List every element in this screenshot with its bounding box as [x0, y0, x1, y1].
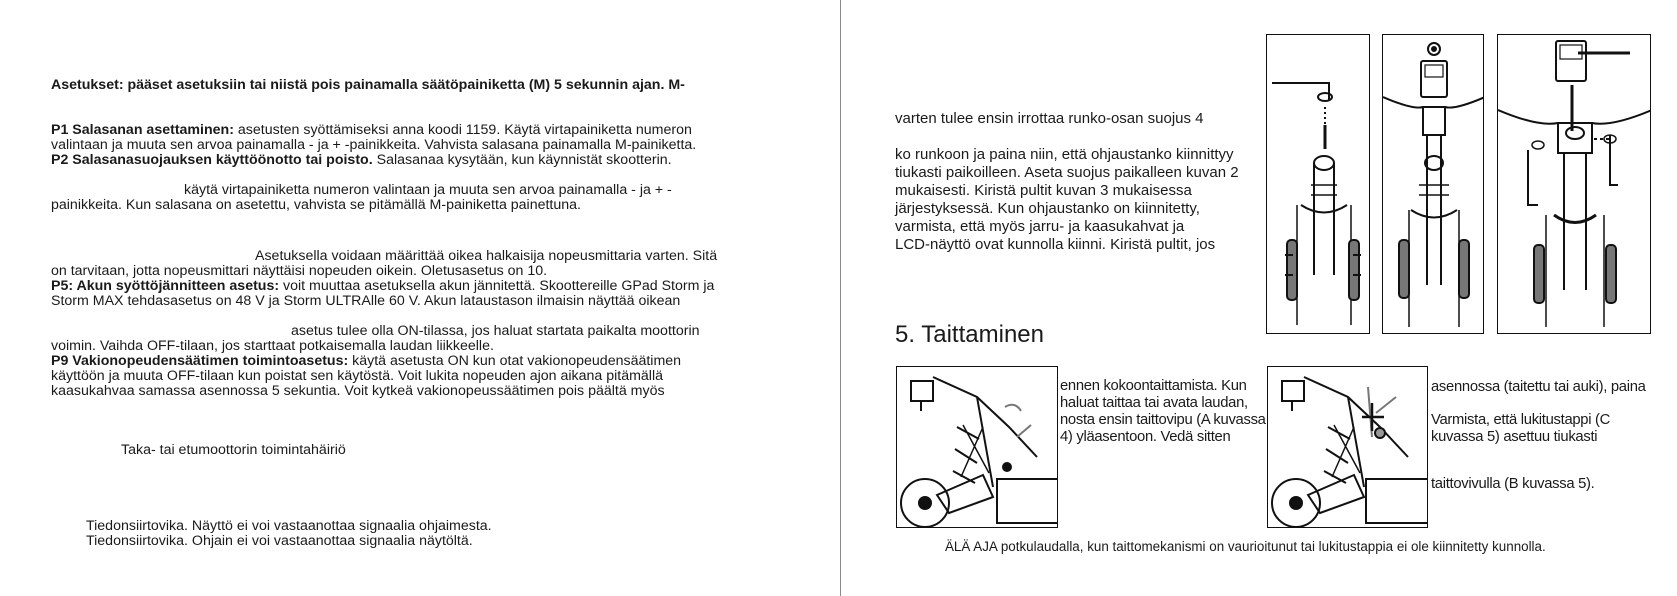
p9-line-3: kaasukahvaa samassa asennossa 5 sekuntia. Voit kytkeä vakionopeussäätimen pois päältä myös	[51, 383, 665, 399]
p1-text: asetusten syöttämiseksi anna koodi 1159. Käytä virtapainiketta numeron	[233, 122, 692, 138]
folding-warning: ÄLÄ AJA potkulaudalla, kun taittomekanismi on vaurioitunut tai lukitustappia ei ole kiinnitetty kunnolla.	[945, 539, 1546, 554]
settings-intro: Asetukset: pääset asetuksiin tai niistä pois painamalla säätöpainiketta (M) 5 sekunnin ajan. M-	[51, 77, 685, 93]
fold-left-line-1: ennen kokoontaittamista. Kun	[1060, 378, 1247, 394]
assembly-line-0: varten tulee ensin irrottaa runko-osan suojus 4	[895, 110, 1204, 127]
folding-heading: 5. Taittaminen	[895, 321, 1044, 348]
assembly-figure-3	[1497, 34, 1651, 334]
p2-line-3: painikkeita. Kun salasana on asetettu, vahvista se pitämällä M-painiketta painettuna.	[51, 197, 581, 213]
p1-title: P1 Salasanan asettaminen:	[51, 122, 234, 138]
p5-line-1	[51, 278, 714, 294]
error-display: Tiedonsiirtovika. Näyttö ei voi vastaanottaa signaalia ohjaimesta.	[86, 518, 492, 534]
p2-line-2: käytä virtapainiketta numeron valintaan ja muuta sen arvoa painamalla - ja + -	[184, 182, 672, 198]
assembly-line-2: tiukasti paikoilleen. Aseta suojus paikalleen kuvan 2	[895, 164, 1239, 181]
assembly-line-4: järjestyksessä. Kun ohjaustanko on kiinnitetty,	[895, 200, 1200, 217]
p9-title: P9 Vakionopeudensäätimen toimintoasetus:	[51, 353, 349, 369]
error-controller: Tiedonsiirtovika. Ohjain ei voi vastaanottaa signaalia näytöltä.	[86, 533, 473, 549]
assembly-figure-1	[1266, 34, 1370, 334]
p8-line-1: asetus tulee olla ON-tilassa, jos haluat startata paikalta moottorin	[291, 323, 700, 339]
fold-right-line-3: kuvassa 5) asettuu tiukasti	[1431, 429, 1598, 445]
assembly-line-5: varmista, että myös jarru- ja kaasukahvat ja	[895, 218, 1185, 235]
fold-left-line-4: 4) yläasentoon. Vedä sitten	[1060, 429, 1231, 445]
fold-right-line-4: taittovivulla (B kuvassa 5).	[1431, 476, 1595, 492]
p4-line-2: on tarvitaan, jotta nopeusmittari näyttäisi nopeuden oikein. Oletusasetus on 10.	[51, 263, 548, 279]
fold-right-line-1: asennossa (taitettu tai auki), paina	[1431, 379, 1646, 395]
assembly-figure-2	[1382, 34, 1484, 334]
p5-title: P5: Akun syöttöjännitteen asetus:	[51, 278, 280, 294]
assembly-line-3: mukaisesti. Kiristä pultit kuvan 3 mukaisessa	[895, 182, 1192, 199]
p1-line-2: valintaan ja muuta sen arvoa painamalla - ja + -painikkeita. Vahvista salasana painamalla M-painiketta.	[51, 137, 697, 153]
p5-line-2: Storm MAX tehdasasetus on 48 V ja Storm ULTRAlle 60 V. Akun lataustason ilmaisin näyttää oikean	[51, 293, 681, 309]
p9-line-1	[51, 353, 681, 369]
folding-figure-4	[896, 366, 1058, 528]
p2-title: P2 Salasanasuojauksen käyttöönotto tai poisto.	[51, 152, 373, 168]
p2-text: Salasanaa kysytään, kun käynnistät skootterin.	[372, 152, 672, 168]
p9-line-2: käyttöön ja muuta OFF-tilaan kun poistat sen käytöstä. Voit lukita nopeuden ajon aikana pitämällä	[51, 368, 664, 384]
p8-line-2: voimin. Vaihda OFF-tilaan, jos starttaat potkaisemalla laudan liikkeelle.	[51, 338, 494, 354]
p1-line-1	[51, 122, 692, 138]
fold-left-line-2: haluat taittaa tai avata laudan,	[1060, 395, 1248, 411]
motor-fault: Taka- tai etumoottorin toimintahäiriö	[121, 442, 346, 458]
assembly-line-1: ko runkoon ja paina niin, että ohjaustanko kiinnittyy	[895, 146, 1234, 163]
assembly-line-6: LCD-näyttö ovat kunnolla kiinni. Kiristä pultit, jos	[895, 236, 1216, 253]
p4-line-1: Asetuksella voidaan määrittää oikea halkaisija nopeusmittaria varten. Sitä	[255, 248, 718, 264]
p2-line-1	[51, 152, 672, 168]
p9-text: käytä asetusta ON kun otat vakionopeudensäätimen	[348, 353, 682, 369]
p5-text: voit muuttaa asetuksella akun jännitettä. Skoottereille GPad Storm ja	[279, 278, 715, 294]
fold-left-line-3: nosta ensin taittovipu (A kuvassa	[1060, 412, 1266, 428]
page-divider	[840, 0, 841, 596]
folding-figure-5	[1267, 366, 1428, 528]
fold-right-line-2: Varmista, että lukitustappi (C	[1431, 412, 1611, 428]
